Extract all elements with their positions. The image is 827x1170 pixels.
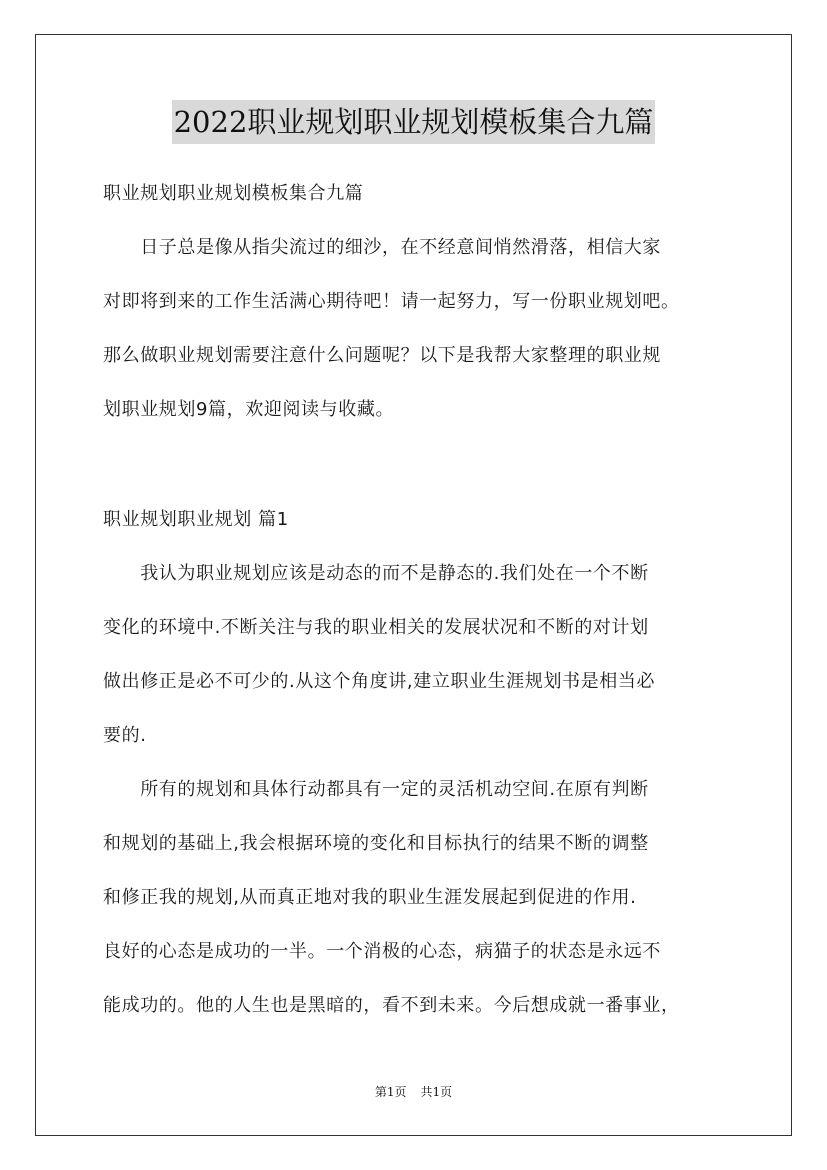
- paragraph-line: 对即将到来的工作生活满心期待吧！请一起努力，写一份职业规划吧。: [103, 291, 680, 312]
- paragraph-line: 我认为职业规划应该是动态的而不是静态的.我们处在一个不断: [103, 563, 649, 584]
- paragraph-line: 划职业规划9篇，欢迎阅读与收藏。: [103, 399, 395, 420]
- section-heading: 职业规划职业规划 篇1: [103, 509, 289, 530]
- paragraph-line: 能成功的。他的人生也是黑暗的，看不到未来。今后想成就一番事业，: [103, 995, 680, 1016]
- paragraph-line: 那么做职业规划需要注意什么问题呢？以下是我帮大家整理的职业规: [103, 345, 661, 366]
- paragraph-line: 和规划的基础上,我会根据环境的变化和目标执行的结果不断的调整: [103, 833, 649, 854]
- paragraph-line: 日子总是像从指尖流过的细沙，在不经意间悄然滑落，相信大家: [103, 237, 661, 258]
- title-container: [0, 100, 827, 144]
- paragraph-line: 和修正我的规划,从而真正地对我的职业生涯发展起到促进的作用.: [103, 887, 637, 908]
- page-total: 共1页: [420, 1085, 453, 1099]
- page-number: 第1页: [374, 1085, 407, 1099]
- paragraph-line: 良好的心态是成功的一半。一个消极的心态，病猫子的状态是永远不: [103, 941, 661, 962]
- paragraph-line: 做出修正是必不可少的.从这个角度讲,建立职业生涯规划书是相当必: [103, 671, 656, 692]
- document-title: 2022职业规划职业规划模板集合九篇: [172, 100, 656, 144]
- paragraph-line: 变化的环境中.不断关注与我的职业相关的发展状况和不断的对计划: [103, 617, 649, 638]
- subtitle-line: 职业规划职业规划模板集合九篇: [103, 183, 364, 204]
- paragraph-line: 所有的规划和具体行动都具有一定的灵活机动空间.在原有判断: [103, 779, 649, 800]
- page-footer: [0, 1083, 827, 1101]
- paragraph-line: 要的.: [103, 725, 147, 746]
